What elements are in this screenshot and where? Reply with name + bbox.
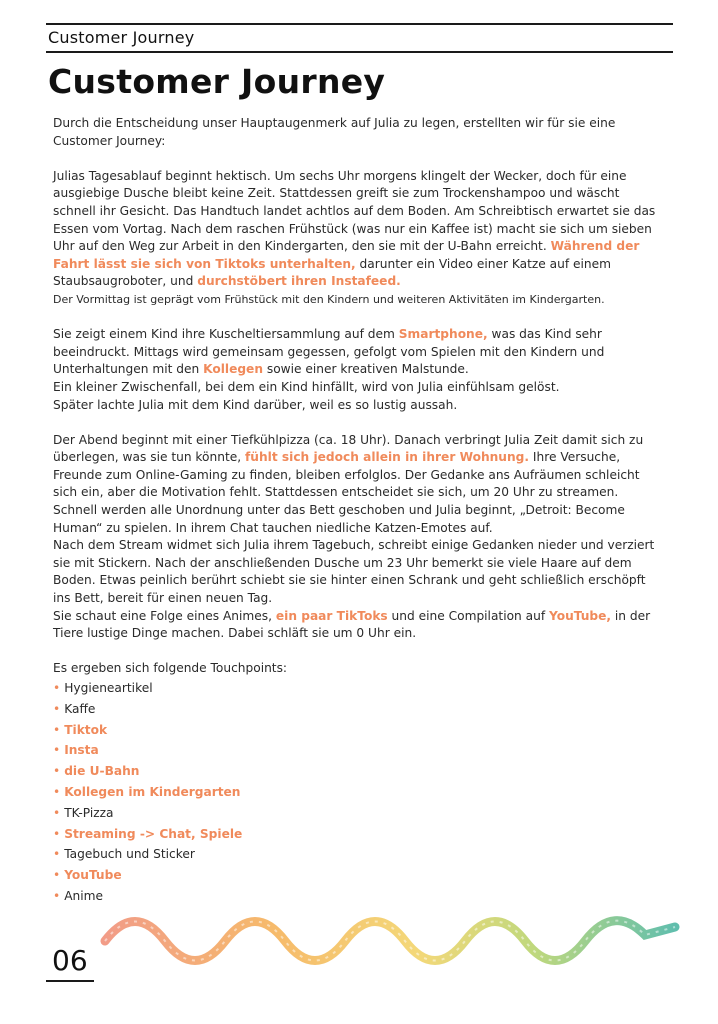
bullet-icon: • bbox=[53, 826, 61, 841]
bullet-icon: • bbox=[53, 764, 61, 779]
touchpoint-label: Insta bbox=[64, 743, 99, 758]
highlight-tiktoks: Während der Fahrt lässt sie sich von Tiktoks unterhalten, bbox=[53, 239, 640, 271]
list-item bbox=[53, 678, 665, 699]
evening-text: Der Abend beginnt mit einer Tiefkühlpizza (ca. 18 Uhr). Danach verbringt Julia Zeit damit sich zu überlegen, was sie tun könnte, bbox=[53, 432, 644, 465]
header-rule-top bbox=[46, 23, 673, 25]
morning-note: Der Vormittag ist geprägt vom Frühstück mit den Kindern und weiteren Aktivitäten im Kindergarten. bbox=[53, 292, 605, 306]
touchpoint-label: Kaffe bbox=[64, 701, 96, 716]
morning-text-2: darunter ein Video einer Katze auf einem Staubsaugroboter, und bbox=[53, 256, 611, 289]
midday-paragraph bbox=[53, 326, 665, 414]
highlight-alone: fühlt sich jedoch allein in ihrer Wohnung. bbox=[244, 450, 530, 465]
list-item bbox=[53, 824, 665, 845]
highlight-smartphone: Smartphone, bbox=[398, 327, 488, 342]
bullet-icon: • bbox=[53, 805, 61, 820]
list-item bbox=[53, 782, 665, 803]
list-item bbox=[53, 886, 665, 907]
touchpoints-heading: Es ergeben sich folgende Touchpoints: bbox=[53, 661, 288, 676]
morning-text: Julias Tagesablauf beginnt hektisch. Um sechs Uhr morgens klingelt der Wecker, doch für eine ausgiebige Dusche bleibt keine Zeit. Stattdessen greift sie zum Trockenshampoo und wäscht schnell ihr Gesicht. Das Handtuch landet achtlos auf dem Boden. Am Schreibtisch erwartet sie das Essen vom Vortag. Nach dem raschen Frühstück (was nur ein Kaffee ist) macht sie sich um sieben Uhr auf den Weg zur Arbeit in den Kindergarten, den sie mit der U-Bahn erreicht. bbox=[53, 168, 656, 254]
list-item bbox=[53, 740, 665, 761]
decorative-wave bbox=[100, 905, 680, 977]
morning-paragraph bbox=[53, 168, 665, 309]
midday-text-3: sowie einer kreativen Malstunde. bbox=[263, 362, 469, 377]
bullet-icon: • bbox=[53, 888, 61, 903]
midday-laugh: Später lachte Julia mit dem Kind darüber, weil es so lustig aussah. bbox=[53, 397, 458, 412]
list-item bbox=[53, 803, 665, 824]
bullet-icon: • bbox=[53, 743, 61, 758]
highlight-youtube: YouTube, bbox=[549, 608, 612, 623]
touchpoint-label: YouTube bbox=[64, 868, 122, 883]
section-header-label: Customer Journey bbox=[48, 28, 195, 47]
bullet-icon: • bbox=[53, 722, 61, 737]
touchpoint-label: Kollegen im Kindergarten bbox=[64, 784, 241, 799]
touchpoint-label: die U-Bahn bbox=[64, 764, 140, 779]
intro-paragraph: Durch die Entscheidung unser Hauptaugenmerk auf Julia zu legen, erstellten wir für sie eine Customer Journey: bbox=[53, 116, 616, 148]
evening-paragraph bbox=[53, 432, 665, 643]
bullet-icon: • bbox=[53, 847, 61, 862]
list-item bbox=[53, 761, 665, 782]
bullet-icon: • bbox=[53, 868, 61, 883]
bullet-icon: • bbox=[53, 784, 61, 799]
highlight-tiktoks-2: ein paar TikToks bbox=[275, 608, 388, 623]
list-item bbox=[53, 865, 665, 886]
page-number-rule bbox=[46, 980, 94, 982]
bullet-icon: • bbox=[53, 701, 61, 716]
highlight-kollegen: Kollegen bbox=[203, 362, 263, 377]
touchpoint-label: Anime bbox=[64, 888, 104, 903]
evening-diary: Nach dem Stream widmet sich Julia ihrem Tagebuch, schreibt einige Gedanken nieder und verziert sie mit Stickern. Nach der anschließenden Dusche um 23 Uhr bemerkt sie viele Haare auf dem Boden. Etwas peinlich berührt schiebt sie sie hinter einen Schrank und geht schließlich erschöpft ins Bett, bereit für einen neuen Tag. bbox=[53, 538, 655, 606]
list-item bbox=[53, 844, 665, 865]
header-rule-bottom bbox=[46, 51, 673, 53]
bullet-icon: • bbox=[53, 681, 61, 695]
evening-text-4: und eine Compilation auf bbox=[387, 608, 549, 623]
page-number: 06 bbox=[52, 944, 88, 977]
touchpoint-label: Tiktok bbox=[64, 722, 108, 737]
touchpoint-label: TK-Pizza bbox=[64, 805, 114, 820]
touchpoint-label: Streaming -> Chat, Spiele bbox=[64, 826, 243, 841]
midday-incident: Ein kleiner Zwischenfall, bei dem ein Kind hinfällt, wird von Julia einfühlsam gelöst. bbox=[53, 379, 560, 394]
midday-text: Sie zeigt einem Kind ihre Kuscheltiersammlung auf dem bbox=[53, 327, 399, 342]
evening-text-2: Ihre Versuche, Freunde zum Online-Gaming zu finden, bleiben erfolglos. Der Gedanke ans Aufräumen schleicht sich ein, aber die Motivation fehlt. Stattdessen entscheidet sie sich, um 20 Uhr zu streamen. Schnell werden alle Unordnung unter das Bett geschoben und Julia beginnt, „Detroit: Become Human“ zu spielen. In ihrem Chat tauchen niedliche Katzen-Emotes auf. bbox=[53, 450, 640, 535]
list-item bbox=[53, 720, 665, 741]
evening-text-5: in der Tiere lustige Dinge machen. Dabei schläft sie um 0 Uhr ein. bbox=[53, 608, 651, 641]
page-title: Customer Journey bbox=[48, 62, 386, 101]
midday-text-2: was das Kind sehr beeindruckt. Mittags wird gemeinsam gegessen, gefolgt vom Spielen mit den Kindern und Unterhaltungen mit den bbox=[53, 327, 605, 377]
wave-stroke bbox=[105, 921, 675, 961]
touchpoint-label: Tagebuch und Sticker bbox=[64, 847, 195, 862]
highlight-instafeed: durchstöbert ihren Instafeed. bbox=[197, 274, 401, 289]
touchpoints-list bbox=[53, 678, 665, 907]
evening-text-3: Sie schaut eine Folge eines Animes, bbox=[53, 608, 276, 623]
touchpoint-label: Hygieneartikel bbox=[64, 681, 153, 695]
body-text bbox=[53, 115, 665, 907]
list-item bbox=[53, 699, 665, 720]
